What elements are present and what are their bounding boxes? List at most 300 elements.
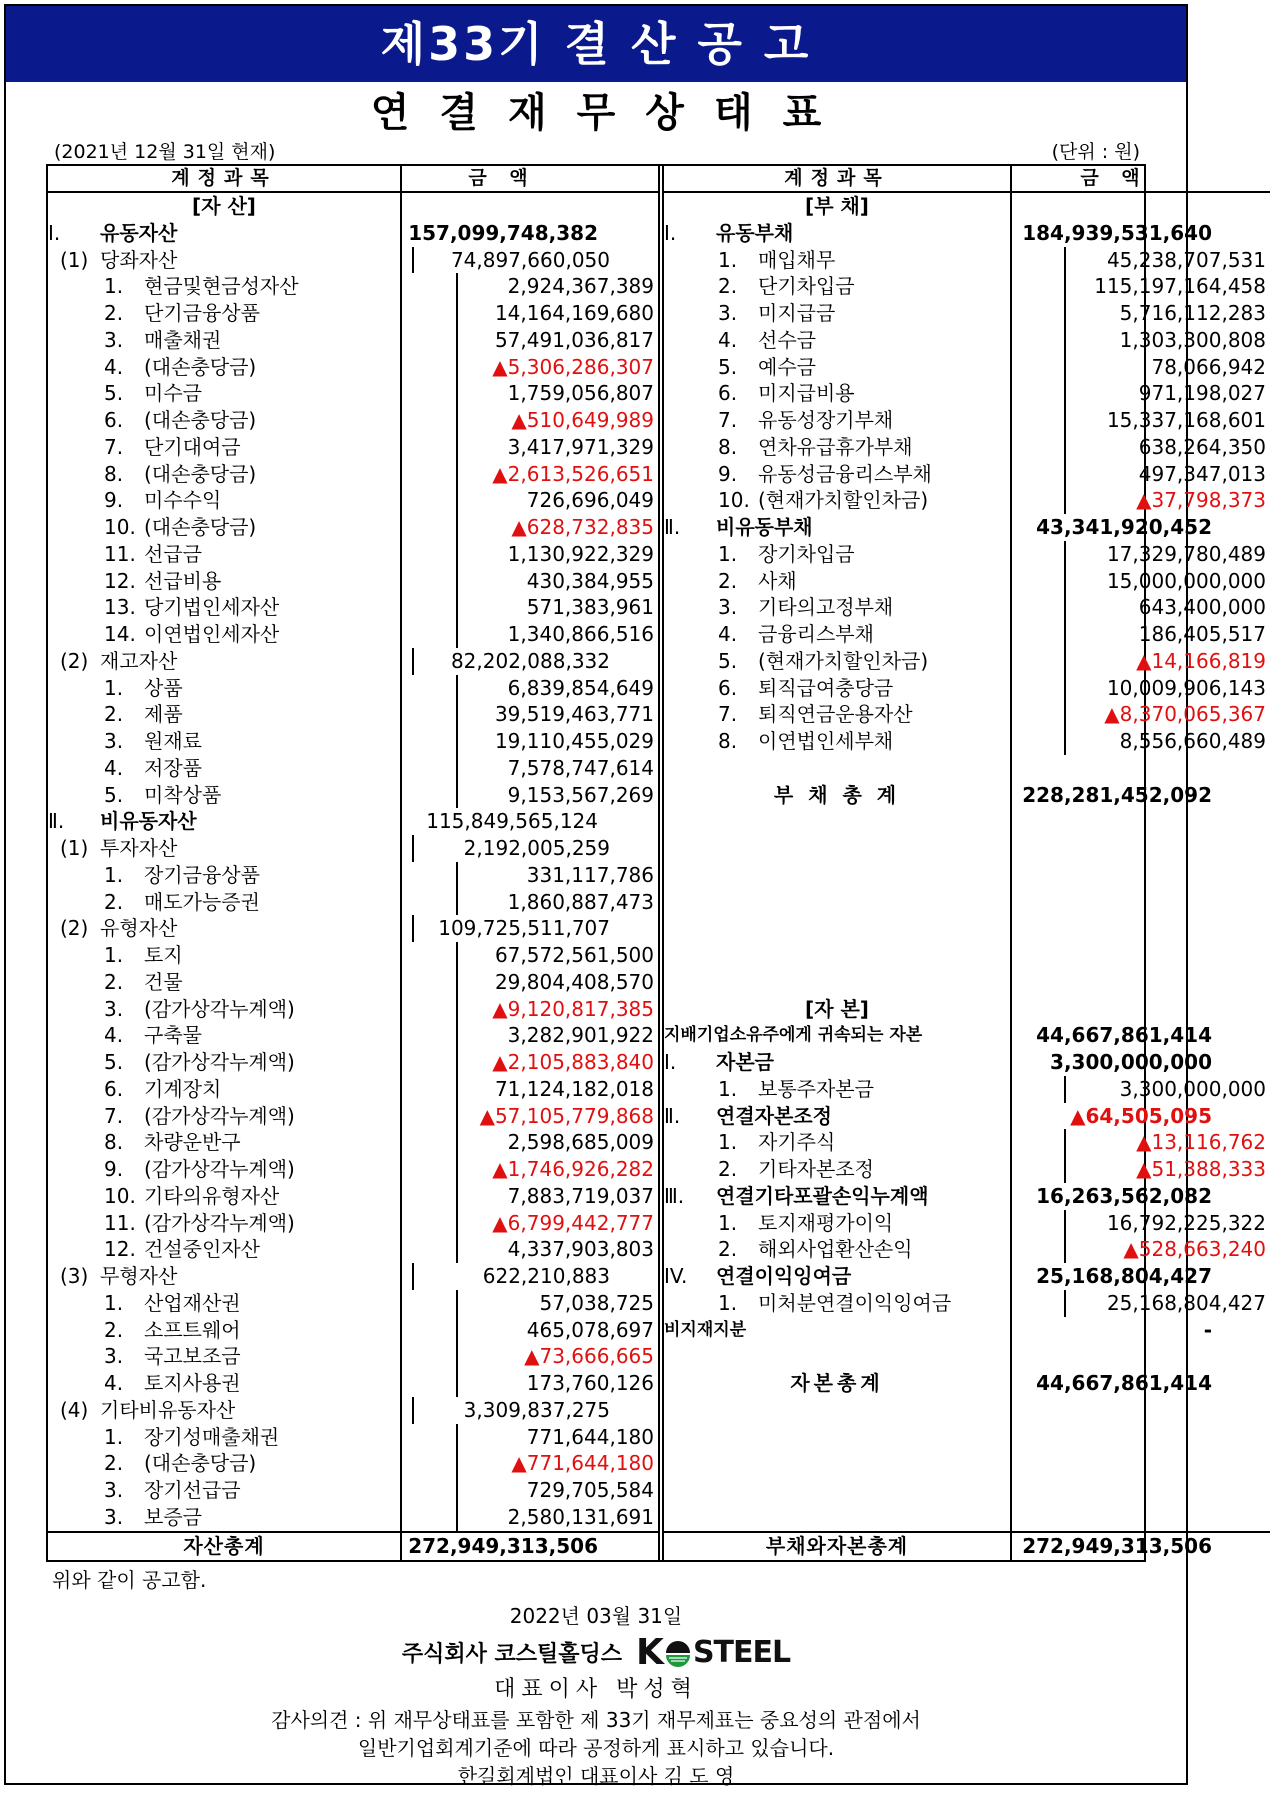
amount-cell: 497,347,013 (1138, 461, 1266, 486)
item-number: 8. (104, 461, 124, 486)
amount-cell: 115,197,164,458 (1094, 274, 1266, 299)
amount-cell: ▲2,105,883,840 (492, 1050, 654, 1074)
column-divider (400, 193, 402, 1531)
table-row (664, 648, 1270, 675)
header-account: 계정과목 (48, 166, 402, 191)
table-row (664, 915, 1270, 942)
item-label: 사채 (758, 568, 797, 593)
item-number: 2. (104, 969, 124, 994)
amount-cell: 2,924,367,389 (507, 274, 654, 299)
item-number: 5. (718, 354, 738, 379)
item-label: (감가상각누계액) (144, 1050, 295, 1074)
amount-cell (1012, 915, 1216, 942)
item-number: 4. (104, 354, 124, 379)
item-number: 1. (718, 247, 738, 272)
item-label: (대손충당금) (144, 354, 257, 379)
amount-cell: 331,117,786 (526, 862, 654, 887)
table-row (664, 755, 1270, 782)
audit-opinion-line-1: 감사의견 : 위 재무상태표를 포함한 제 33기 재무제표는 중요성의 관점에서 (271, 1708, 921, 1732)
table-row (48, 514, 658, 541)
item-label: 국고보조금 (144, 1344, 241, 1369)
amount-cell: ▲13,116,762 (1136, 1130, 1266, 1155)
item-label: 예수금 (758, 354, 816, 379)
table-row (48, 782, 658, 809)
account-cell (664, 1156, 1066, 1183)
item-number: 11. (104, 1210, 136, 1235)
item-label: 단기금융상품 (144, 301, 260, 325)
table-row (664, 434, 1270, 461)
liabilities-equity-total-amount: 272,949,313,506 (1022, 1533, 1212, 1558)
account-cell (664, 808, 1012, 835)
account-cell (664, 1183, 1012, 1210)
balance-sheet-table (46, 164, 1266, 1562)
item-label: 기계장치 (144, 1076, 222, 1101)
item-label: (감가상각누계액) (144, 1103, 295, 1128)
table-row (48, 1290, 658, 1317)
amount-cell: 5,716,112,283 (1119, 301, 1266, 325)
account-cell (48, 701, 458, 728)
item-label: 미처분연결이익잉여금 (758, 1290, 952, 1315)
table-row (48, 193, 658, 220)
amount-cell: 3,309,837,275 (463, 1397, 610, 1422)
account-cell (664, 701, 1066, 728)
amount-cell: 186,405,517 (1138, 622, 1266, 646)
item-label: 미지급비용 (758, 381, 855, 406)
table-row (48, 1156, 658, 1183)
table-row (48, 1370, 658, 1397)
item-number: 1. (104, 862, 124, 887)
item-number: 9. (104, 488, 124, 513)
header-amount: 금 액 (1080, 167, 1148, 189)
account-cell (48, 969, 458, 996)
item-number: 4. (718, 327, 738, 352)
amount-cell: 2,192,005,259 (463, 836, 610, 860)
item-label: 재고자산 (100, 648, 178, 673)
item-label: 매출채권 (144, 327, 222, 352)
item-label: 이연법인세부채 (758, 729, 894, 753)
account-cell: 자본총계 (664, 1370, 1012, 1397)
amount-cell: 14,164,169,680 (494, 301, 654, 325)
account-cell (664, 1049, 1012, 1076)
account-cell (48, 1022, 458, 1049)
item-label: 무형자산 (100, 1264, 178, 1288)
account-cell (48, 1156, 458, 1183)
table-row (48, 273, 658, 300)
assets-side (48, 166, 664, 1560)
item-number: (2) (60, 916, 89, 941)
account-cell (664, 889, 1012, 916)
table-row (664, 407, 1270, 434)
item-label: 해외사업환산손익 (758, 1237, 913, 1262)
amount-cell: 3,417,971,329 (507, 434, 654, 459)
table-row (664, 675, 1270, 702)
amount-cell: 25,168,804,427 (1036, 1264, 1212, 1288)
account-cell (664, 487, 1066, 514)
item-number: 4. (104, 1023, 124, 1048)
item-number: 2. (718, 274, 738, 299)
item-number: 3. (104, 1344, 124, 1369)
item-number: 1. (718, 541, 738, 566)
item-label: 현금및현금성자산 (144, 274, 299, 299)
item-label: 미지급금 (758, 301, 836, 325)
item-label: (대손충당금) (144, 461, 257, 486)
account-cell: [자 산] (48, 193, 402, 220)
table-row (48, 808, 658, 835)
ceo-line: 대표이사 박성혁 (494, 1677, 698, 1702)
account-cell (664, 969, 1012, 996)
table-row (48, 1397, 658, 1424)
table-row (664, 782, 1270, 809)
amount-cell: 9,153,567,269 (507, 782, 654, 807)
table-row (48, 1504, 658, 1531)
table-row (664, 568, 1270, 595)
amount-cell (1012, 942, 1216, 969)
account-cell (48, 327, 458, 354)
item-label: (현재가치할인차금) (758, 648, 929, 673)
account-cell (48, 1424, 458, 1451)
table-row (664, 1156, 1270, 1183)
amount-cell: ▲771,644,180 (511, 1451, 654, 1476)
item-number: 5. (104, 782, 124, 807)
item-label: 자본금 (716, 1050, 774, 1074)
table-row (664, 808, 1270, 835)
item-label: 제품 (144, 702, 183, 727)
item-label: 유동자산 (100, 220, 178, 245)
table-row (664, 327, 1270, 354)
announcement-date: 2022년 03월 31일 (509, 1604, 683, 1628)
item-number: 7. (104, 434, 124, 459)
item-label: (대손충당금) (144, 1451, 257, 1476)
table-row (48, 354, 658, 381)
item-label: 당기법인세자산 (144, 595, 280, 620)
item-label: 토지 (144, 943, 183, 967)
account-cell (664, 247, 1066, 274)
table-row (48, 1183, 658, 1210)
auditor-line: 한길회계법인 대표이사 김 도 영 (457, 1764, 735, 1788)
amount-cell: 67,572,561,500 (494, 943, 654, 967)
table-row (48, 728, 658, 755)
item-number: Ⅲ. (664, 1183, 685, 1208)
amount-cell (1012, 808, 1216, 835)
table-row (48, 434, 658, 461)
item-label: 선급비용 (144, 568, 222, 593)
table-row (48, 1317, 658, 1344)
table-row (664, 380, 1270, 407)
account-cell (664, 728, 1066, 755)
table-row (664, 594, 1270, 621)
account-cell (664, 594, 1066, 621)
account-cell (48, 407, 458, 434)
item-number: 5. (718, 648, 738, 673)
account-cell (664, 1129, 1066, 1156)
account-cell (48, 354, 458, 381)
account-cell (48, 273, 458, 300)
item-number: (3) (60, 1264, 89, 1288)
amount-cell (1012, 193, 1216, 220)
amount-cell (1012, 996, 1216, 1023)
item-label: 미수수익 (144, 488, 222, 513)
item-label: 장기선급금 (144, 1478, 241, 1502)
amount-cell (1012, 755, 1216, 782)
amount-cell: 622,210,883 (482, 1264, 610, 1288)
table-row (664, 889, 1270, 916)
item-label: 당좌자산 (100, 247, 178, 272)
item-number: 2. (718, 1157, 738, 1181)
assets-header (48, 166, 658, 193)
amount-cell: ▲9,120,817,385 (492, 996, 654, 1021)
item-number: 2. (104, 1451, 124, 1476)
item-number: 3. (104, 1478, 124, 1502)
item-label: 장기금융상품 (144, 862, 260, 887)
account-cell (664, 1263, 1012, 1290)
account-cell (48, 1290, 458, 1317)
table-row (664, 1183, 1270, 1210)
account-cell (48, 889, 458, 916)
table-row (48, 835, 658, 862)
as-of-date: (2021년 12월 31일 현재) (54, 141, 276, 163)
item-label: 연결기타포괄손익누계액 (716, 1183, 929, 1208)
amount-cell: 16,263,562,082 (1036, 1183, 1212, 1208)
account-cell (664, 220, 1012, 247)
table-row (48, 1210, 658, 1237)
item-label: 투자자산 (100, 836, 178, 860)
item-number: (4) (60, 1397, 89, 1422)
amount-cell: 8,556,660,489 (1119, 729, 1266, 753)
item-number: 2. (104, 889, 124, 914)
table-row (664, 1022, 1270, 1049)
amount-cell: 74,897,660,050 (450, 247, 610, 272)
account-cell (664, 327, 1066, 354)
item-number: 1. (104, 1424, 124, 1449)
account-cell: 부 채 총 계 (664, 782, 1012, 809)
amount-cell: 638,264,350 (1138, 434, 1266, 459)
item-label: 미착상품 (144, 782, 222, 807)
account-cell (664, 541, 1066, 568)
item-number: 12. (104, 1237, 136, 1262)
item-label: 기타의유형자산 (144, 1183, 280, 1208)
liabilities-equity-total-label: 부채와자본총계 (664, 1533, 1012, 1560)
amount-cell: ▲1,746,926,282 (492, 1157, 654, 1181)
account-cell (664, 621, 1066, 648)
account-cell (48, 434, 458, 461)
item-label: 산업재산권 (144, 1290, 241, 1315)
table-row (664, 541, 1270, 568)
item-label: 선급금 (144, 541, 202, 566)
account-cell (664, 1343, 1012, 1370)
table-row (48, 675, 658, 702)
table-row (664, 247, 1270, 274)
amount-cell: 7,578,747,614 (507, 755, 654, 780)
unit-label: (단위 : 원) (1051, 141, 1140, 163)
item-number: 5. (104, 1050, 124, 1074)
account-cell (48, 541, 458, 568)
amount-cell: ▲8,370,065,367 (1104, 702, 1266, 727)
table-row (664, 1236, 1270, 1263)
account-cell (664, 942, 1012, 969)
item-label: (대손충당금) (144, 408, 257, 432)
amount-cell: 3,282,901,922 (507, 1023, 654, 1048)
amount-cell: 39,519,463,771 (494, 702, 654, 727)
amount-cell: 109,725,511,707 (438, 916, 610, 941)
item-number: Ⅱ. (48, 809, 65, 834)
amount-cell: ▲37,798,373 (1136, 488, 1266, 513)
liabilities-header (664, 166, 1270, 193)
table-row (48, 1076, 658, 1103)
announcement-page (4, 4, 1266, 1788)
table-row (664, 1290, 1270, 1317)
amount-cell: 10,009,906,143 (1106, 675, 1266, 700)
amount-cell: 1,340,866,516 (507, 622, 654, 646)
item-number: 3. (104, 327, 124, 352)
amount-cell: ▲528,663,240 (1123, 1237, 1266, 1262)
account-cell (664, 755, 1012, 782)
item-number: 1. (104, 943, 124, 967)
account-cell (48, 1397, 414, 1424)
item-label: 매입채무 (758, 247, 836, 272)
account-cell (48, 1317, 458, 1344)
table-row (664, 701, 1270, 728)
item-label: 이연법인세자산 (144, 622, 280, 646)
item-number: 1. (718, 1076, 738, 1101)
table-row (664, 728, 1270, 755)
item-number: 2. (104, 301, 124, 325)
amount-cell: 3,300,000,000 (1119, 1076, 1266, 1101)
table-row (48, 300, 658, 327)
table-row (48, 996, 658, 1023)
account-cell (48, 808, 402, 835)
amount-cell: 44,667,861,414 (1036, 1023, 1212, 1048)
item-label: 미수금 (144, 381, 202, 406)
table-row (48, 487, 658, 514)
item-number: 7. (104, 1103, 124, 1128)
item-number: 14. (104, 622, 136, 646)
item-label: 기타비유동자산 (100, 1397, 236, 1422)
item-number: 6. (104, 1076, 124, 1101)
item-label: 퇴직급여충당금 (758, 675, 894, 700)
item-number: Ⅱ. (664, 515, 681, 539)
table-row (48, 969, 658, 996)
item-number: 13. (104, 595, 136, 620)
account-cell (48, 915, 414, 942)
account-cell (48, 862, 458, 889)
table-row (664, 461, 1270, 488)
item-label: 유동부채 (716, 220, 794, 245)
item-number: IV. (664, 1264, 688, 1288)
item-number: 1. (104, 1290, 124, 1315)
amount-cell: 16,792,225,322 (1106, 1210, 1266, 1235)
table-row (48, 1477, 658, 1504)
table-row (48, 220, 658, 247)
announcement-banner: 제33기 결 산 공 고 (6, 6, 1186, 82)
account-cell (48, 1049, 458, 1076)
amount-cell: ▲5,306,286,307 (492, 354, 654, 379)
item-number: Ⅱ. (664, 1103, 681, 1128)
amount-cell: 173,760,126 (526, 1371, 654, 1395)
item-number: 9. (718, 461, 738, 486)
column-divider (1010, 193, 1012, 1531)
item-number: 2. (104, 702, 124, 727)
item-label: 원재료 (144, 729, 202, 753)
account-cell (664, 915, 1012, 942)
amount-cell: 1,303,300,808 (1119, 327, 1266, 352)
amount-cell (1012, 969, 1216, 996)
table-row (664, 220, 1270, 247)
item-number: 8. (104, 1130, 124, 1155)
account-cell: 지배기업소유주에게 귀속되는 자본 (664, 1022, 1012, 1049)
table-row (664, 835, 1270, 862)
amount-cell: 15,337,168,601 (1106, 408, 1266, 432)
table-row (664, 273, 1270, 300)
table-row (664, 1103, 1270, 1130)
item-label: (감가상각누계액) (144, 1157, 295, 1181)
item-label: 유동성금융리스부채 (758, 461, 932, 486)
amount-cell: 6,839,854,649 (507, 675, 654, 700)
item-number: 6. (718, 381, 738, 406)
amount-cell: ▲14,166,819 (1136, 648, 1266, 673)
item-number: 3. (104, 996, 124, 1021)
amount-cell: - (1203, 1317, 1212, 1342)
account-cell (48, 1370, 458, 1397)
amount-cell: 15,000,000,000 (1106, 568, 1266, 593)
table-row (48, 648, 658, 675)
item-number: 10. (104, 1183, 136, 1208)
table-row (48, 1022, 658, 1049)
account-cell (664, 1103, 1012, 1130)
item-number: Ⅰ. (664, 1050, 677, 1074)
amount-cell: 430,384,955 (526, 568, 654, 593)
account-cell (48, 1477, 458, 1504)
item-number: 7. (718, 408, 738, 432)
item-label: 비유동자산 (100, 809, 197, 834)
account-cell (48, 1504, 458, 1531)
item-label: 선수금 (758, 327, 816, 352)
item-label: 기타자본조정 (758, 1157, 874, 1181)
account-cell (48, 220, 402, 247)
amount-cell: 57,491,036,817 (494, 327, 654, 352)
table-row (48, 942, 658, 969)
table-row (48, 1236, 658, 1263)
amount-cell: 3,300,000,000 (1050, 1050, 1212, 1074)
table-row (48, 1343, 658, 1370)
table-row (48, 1424, 658, 1451)
account-cell (48, 514, 458, 541)
amount-cell: 115,849,565,124 (426, 809, 598, 834)
amount-cell: 82,202,088,332 (450, 648, 610, 673)
table-row (664, 193, 1270, 220)
table-row (664, 514, 1270, 541)
amount-cell: 29,804,408,570 (494, 969, 654, 994)
item-number: (1) (60, 247, 89, 272)
item-number: 7. (718, 702, 738, 727)
table-row (664, 862, 1270, 889)
account-cell (664, 407, 1066, 434)
table-row (664, 1210, 1270, 1237)
account-cell (48, 1236, 458, 1263)
item-label: 보통주자본금 (758, 1076, 874, 1101)
company-line (6, 1632, 1186, 1673)
account-cell (48, 1450, 458, 1477)
table-row (48, 889, 658, 916)
account-cell (664, 380, 1066, 407)
item-number: 5. (104, 381, 124, 406)
item-label: 보증금 (144, 1504, 202, 1529)
account-cell (48, 1103, 458, 1130)
amount-cell (1012, 835, 1216, 862)
account-cell (48, 942, 458, 969)
table-row (48, 915, 658, 942)
amount-cell: 643,400,000 (1138, 595, 1266, 620)
table-row (48, 1450, 658, 1477)
